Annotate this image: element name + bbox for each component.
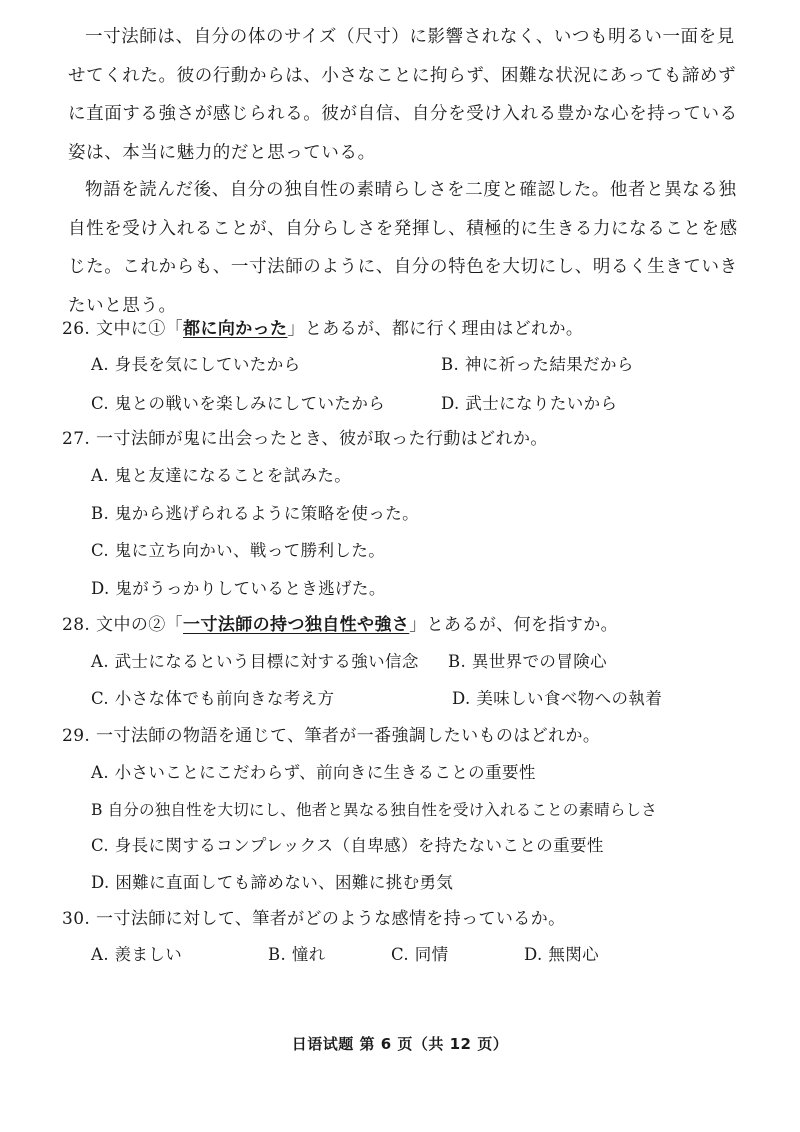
question-28-prefix: 28. 文中の②「: [62, 615, 184, 635]
question-28: [62, 613, 618, 637]
question-26-option-b: B. 神に祈った結果だから: [441, 355, 634, 374]
question-27-option-c: C. 鬼に立ち向かい、戦って勝利した。: [91, 541, 386, 560]
question-28-option-b: B. 異世界での冒険心: [448, 652, 608, 671]
page-footer: 日语试题 第 6 页（共 12 页）: [291, 1035, 509, 1053]
question-26-option-c: C. 鬼との戦いを楽しみにしていたから: [91, 394, 386, 413]
question-28-option-c: C. 小さな体でも前向きな考え方: [91, 689, 335, 708]
question-26: [62, 317, 583, 341]
question-26-suffix: 」とあるが、都に行く理由はどれか。: [287, 319, 584, 339]
question-26-prefix: 26. 文中に①「: [62, 319, 184, 339]
question-30-option-d: D. 無関心: [524, 945, 600, 964]
question-27-option-a: A. 鬼と友達になることを試みた。: [91, 466, 352, 485]
question-30-option-b: B. 憧れ: [268, 945, 326, 964]
question-29: 29. 一寸法師の物語を通じて、筆者が一番強調したいものはどれか。: [62, 726, 601, 746]
question-28-option-a: A. 武士になるという目標に対する強い信念: [91, 652, 419, 671]
passage-paragraph-1: 一寸法師は、自分の体のサイズ（尺寸）に影響されなく、いつも明るい一面を見せてくれた。彼の行動からは、小さなことに拘らず、困難な状況にあっても諦めずに直面する強さが感じられる。彼が自信、自分を受け入れる豊かな心を持っている姿は、本当に魅力的だと思っている。: [68, 27, 738, 163]
question-30: 30. 一寸法師に対して、筆者がどのような感情を持っているか。: [62, 909, 566, 929]
question-30-option-c: C. 同情: [391, 945, 449, 964]
question-26-option-a: A. 身長を気にしていたから: [91, 355, 301, 374]
question-28-underlined-phrase: 一寸法師の持つ独自性や強さ: [183, 615, 410, 635]
question-28-suffix: 」とあるが、何を指すか。: [409, 615, 619, 635]
question-30-option-a: A. 羨ましい: [91, 945, 183, 964]
question-26-option-d: D. 武士になりたいから: [441, 394, 618, 413]
question-29-option-a: A. 小さいことにこだわらず、前向きに生きることの重要性: [91, 763, 536, 782]
question-26-underlined-phrase: 都に向かった: [183, 319, 288, 339]
question-27-option-d: D. 鬼がうっかりしているとき逃げた。: [91, 579, 386, 598]
question-29-option-b: B 自分の独自性を大切にし、他者と異なる独自性を受け入れることの素晴らしさ: [91, 801, 657, 819]
passage-paragraph-2: 物語を読んだ後、自分の独自性の素晴らしさを二度と確認した。他者と異なる独自性を受け入れることが、自分らしさを発揮し、積極的に生きる力になることを感じた。これからも、一寸法師のように、自分の特色を大切にし、明るく生きていきたいと思う。: [68, 180, 738, 316]
question-28-option-d: D. 美味しい食べ物への執着: [452, 689, 663, 708]
question-29-option-c: C. 身長に関するコンプレックス（自卑感）を持たないことの重要性: [91, 836, 604, 855]
question-27-option-b: B. 鬼から逃げられるように策略を使った。: [91, 504, 420, 523]
question-29-option-d: D. 困難に直面しても諦めない、困難に挑む勇気: [91, 873, 454, 892]
question-27: 27. 一寸法師が鬼に出会ったとき、彼が取った行動はどれか。: [62, 429, 548, 449]
